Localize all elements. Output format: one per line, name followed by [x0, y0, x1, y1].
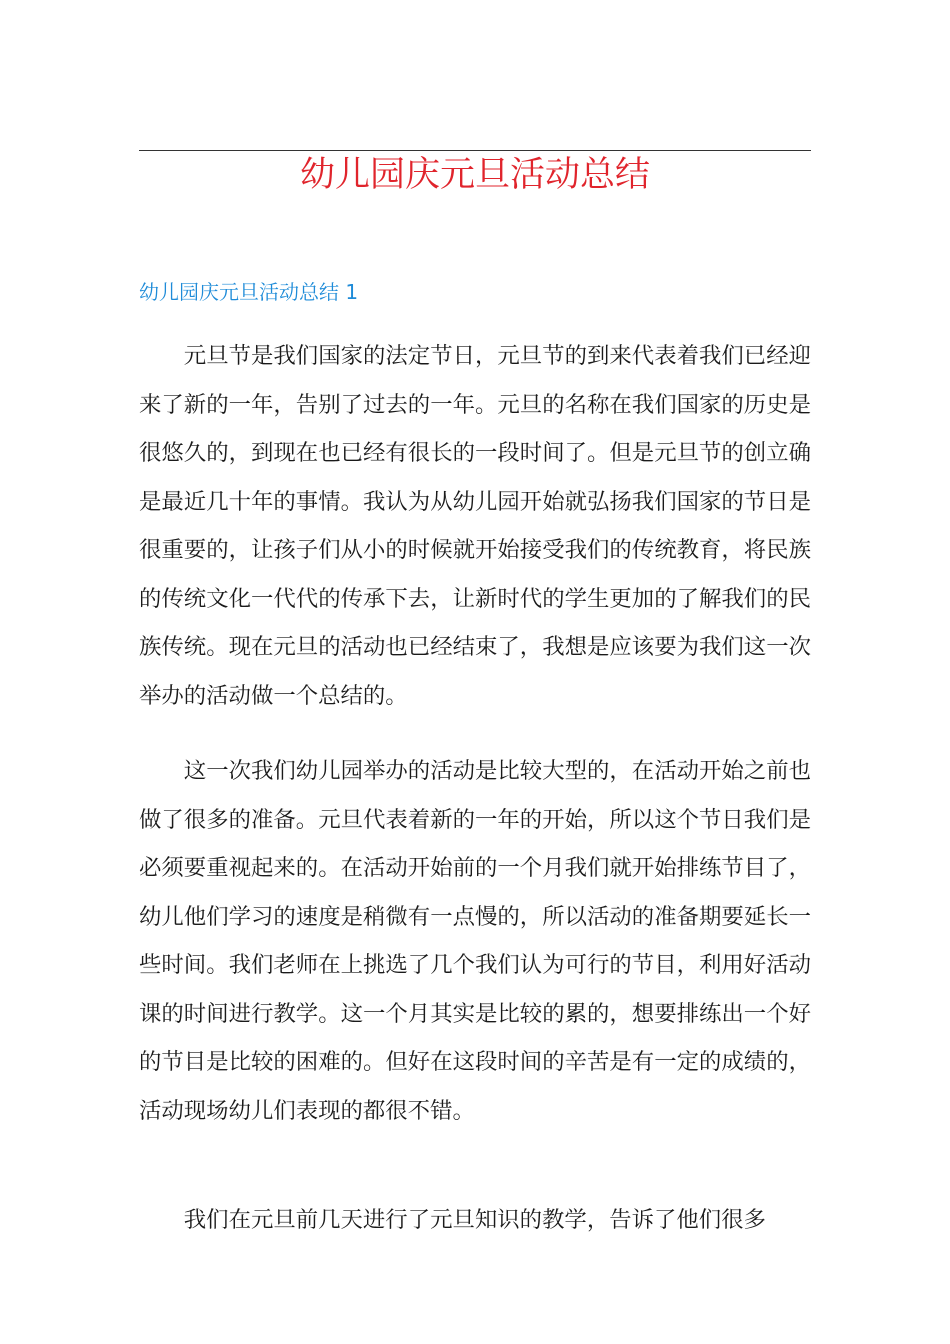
section-heading: 幼儿园庆元旦活动总结 1: [139, 280, 359, 304]
body-paragraph-3: 我们在元旦前几天进行了元旦知识的教学，告诉了他们很多: [183, 1207, 766, 1233]
body-paragraph-1: 元旦节是我们国家的法定节日，元旦节的到来代表着我们已经迎来了新的一年，告别了过去的一年。元旦的名称在我们国家的历史是很悠久的，到现在也已经有很长的一段时间了。但是元旦节的创立确是最近几十年的事情。我认为从幼儿园开始就弘扬我们国家的节日是很重要的，让孩子们从小的时候就开始接受我们的传统教育，将民族的传统文化一代代的传承下去，让新时代的学生更加的了解我们的民族传统。现在元旦的活动也已经结束了，我想是应该要为我们这一次举办的活动做一个总结的。: [139, 343, 811, 709]
document-title: 幼儿园庆元旦活动总结: [299, 155, 650, 195]
body-paragraph-2: 这一次我们幼儿园举办的活动是比较大型的，在活动开始之前也做了很多的准备。元旦代表着新的一年的开始，所以这个节日我们是必须要重视起来的。在活动开始前的一个月我们就开始排练节目了，幼儿他们学习的速度是稍微有一点慢的，所以活动的准备期要延长一些时间。我们老师在上挑选了几个我们认为可行的节目，利用好活动课的时间进行教学。这一个月其实是比较的累的，想要排练出一个好的节目是比较的困难的。但好在这段时间的辛苦是有一定的成绩的，活动现场幼儿们表现的都很不错。: [139, 758, 811, 1124]
